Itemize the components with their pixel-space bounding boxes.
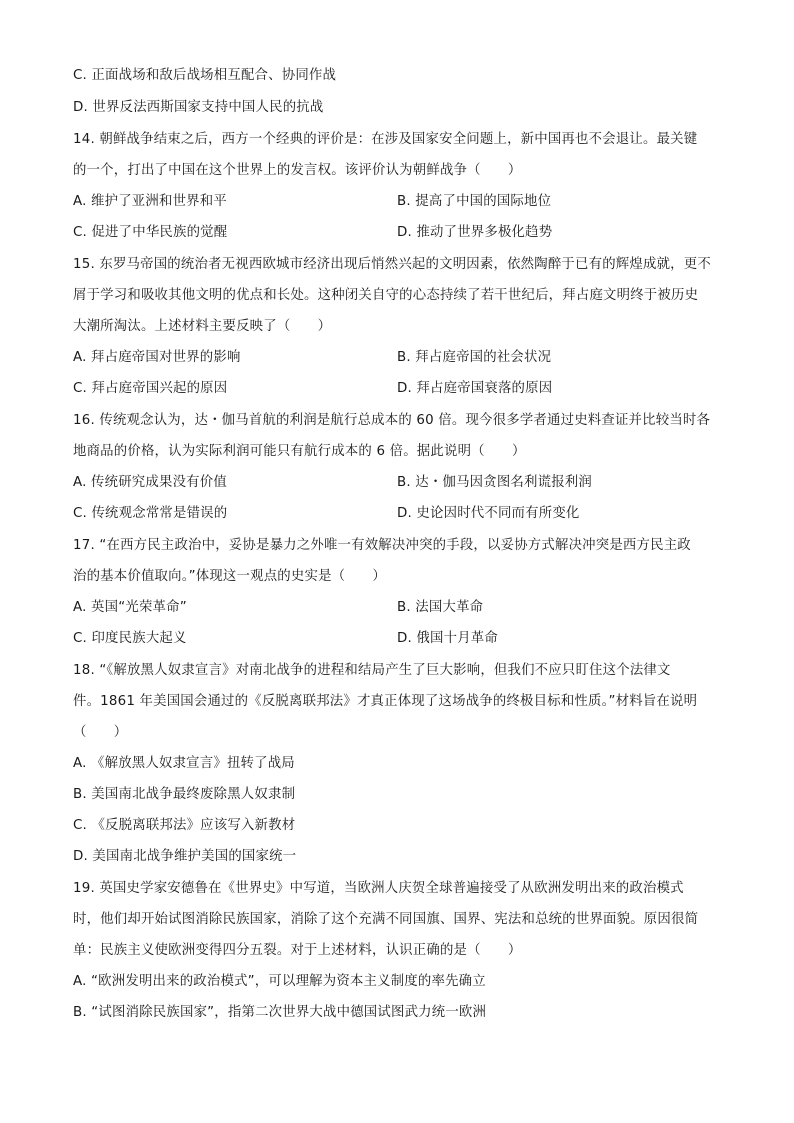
q16-stem-line-2: 地商品的价格，认为实际利润可能只有航行成本的 6 倍。据此说明（ ） — [73, 444, 526, 459]
q15-stem-line-3: 大潮所淘汰。上述材料主要反映了（ ） — [73, 319, 332, 334]
q16-option-c: C. 传统观念常常是错误的 — [73, 506, 228, 521]
q15-option-c: C. 拜占庭帝国兴起的原因 — [73, 381, 228, 396]
q19-stem-line-2: 时，他们却开始试图消除民族国家，消除了这个充满不同国旗、国界、宪法和总统的世界面貌。原因很简 — [73, 912, 699, 927]
q18-stem-line-3: （ ） — [73, 725, 128, 740]
q19-option-b: B. “试图消除民族国家”，指第二次世界大战中德国试图武力统一欧洲 — [73, 1005, 487, 1020]
q15-option-d: D. 拜占庭帝国衰落的原因 — [397, 381, 553, 396]
q18-stem-line-1: 18. “《解放黑人奴隶宣言》对南北战争的进程和结局产生了巨大影响，但我们不应只盯住这个法律文 — [73, 663, 671, 678]
q15-stem-line-2: 屑于学习和吸收其他文明的优点和长处。这种闭关自守的心态持续了若干世纪后，拜占庭文明终于被历史 — [73, 288, 699, 303]
q19-stem-line-3: 单：民族主义使欧洲变得四分五裂。对于上述材料，认识正确的是（ ） — [73, 943, 522, 958]
q17-option-d: D. 俄国十月革命 — [397, 631, 498, 646]
q16-option-b: B. 达・伽马因贪图名利谎报利润 — [397, 475, 592, 490]
q15-option-b: B. 拜占庭帝国的社会状况 — [397, 350, 552, 365]
q18-option-d: D. 美国南北战争维护美国的国家统一 — [73, 849, 297, 864]
q13-option-c: C. 正面战场和敌后战场相互配合、协同作战 — [73, 68, 337, 83]
q15-stem-line-1: 15. 东罗马帝国的统治者无视西欧城市经济出现后悄然兴起的文明因素，依然陶醉于已有的辉煌成就，更不 — [73, 257, 711, 272]
q17-stem-line-2: 治的基本价值取向。”体现这一观点的史实是（ ） — [73, 569, 387, 584]
q17-option-a: A. 英国“光荣革命” — [73, 600, 187, 615]
q19-stem-line-1: 19. 英国史学家安德鲁在《世界史》中写道，当欧洲人庆贺全球普遍接受了从欧洲发明出来的政治模式 — [73, 881, 684, 896]
q14-option-b: B. 提高了中国的国际地位 — [397, 194, 552, 209]
q14-option-a: A. 维护了亚洲和世界和平 — [73, 194, 227, 209]
q18-option-b: B. 美国南北战争最终废除黑人奴隶制 — [73, 787, 296, 802]
q16-option-a: A. 传统研究成果没有价值 — [73, 475, 227, 490]
q15-option-a: A. 拜占庭帝国对世界的影响 — [73, 350, 241, 365]
q17-option-b: B. 法国大革命 — [397, 600, 484, 615]
q19-option-a: A. “欧洲发明出来的政治模式”，可以理解为资本主义制度的率先确立 — [73, 974, 486, 989]
q16-stem-line-1: 16. 传统观念认为，达・伽马首航的利润是航行总成本的 60 倍。现今很多学者通过史料查证并比较当时各 — [73, 413, 711, 428]
q17-option-c: C. 印度民族大起义 — [73, 631, 187, 646]
q14-stem-line-2: 的一个，打出了中国在这个世界上的发言权。该评价认为朝鲜战争（ ） — [73, 163, 522, 178]
q13-option-d: D. 世界反法西斯国家支持中国人民的抗战 — [73, 100, 324, 115]
q17-stem-line-1: 17. “在西方民主政治中，妥协是暴力之外唯一有效解决冲突的手段，以妥协方式解决冲突是西方民主政 — [73, 538, 691, 553]
q18-stem-line-2: 件。1861 年美国国会通过的《反脱离联邦法》才真正体现了这场战争的终极目标和性质。”材料旨在说明 — [73, 694, 698, 709]
q14-stem-line-1: 14. 朝鲜战争结束之后，西方一个经典的评价是：在涉及国家安全问题上，新中国再也不会退让。最关键 — [73, 132, 698, 147]
q18-option-c: C. 《反脱离联邦法》应该写入新教材 — [73, 818, 296, 833]
q16-option-d: D. 史论因时代不同而有所变化 — [397, 506, 580, 521]
q14-option-d: D. 推动了世界多极化趋势 — [397, 225, 553, 240]
q18-option-a: A. 《解放黑人奴隶宣言》扭转了战局 — [73, 756, 295, 771]
q14-option-c: C. 促进了中华民族的觉醒 — [73, 225, 228, 240]
